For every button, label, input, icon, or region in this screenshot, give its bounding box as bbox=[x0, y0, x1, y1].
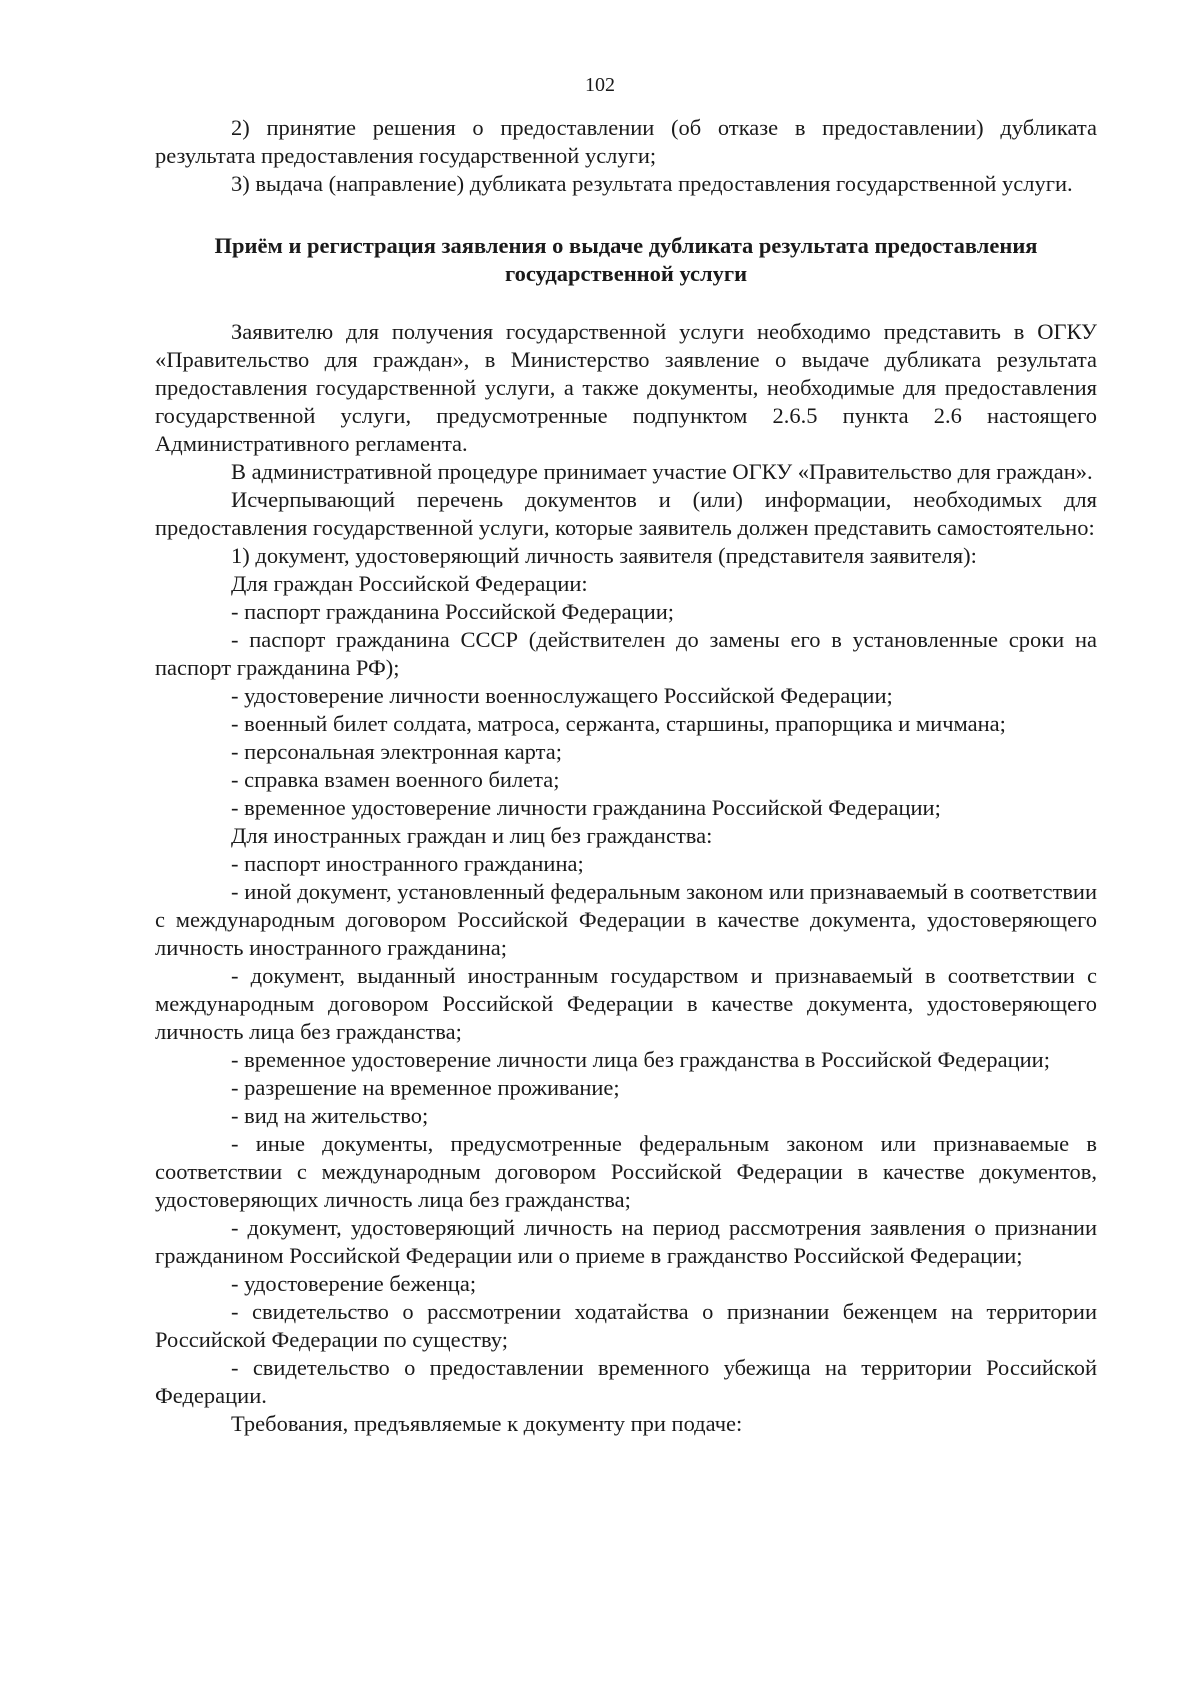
paragraph: В административной процедуре принимает участие ОГКУ «Правительство для граждан». bbox=[231, 459, 1093, 484]
list-item: - свидетельство о рассмотрении ходатайства о признании беженцем на территории Российской Федерации по существу; bbox=[155, 1299, 1097, 1352]
paragraph: Заявителю для получения государственной услуги необходимо представить в ОГКУ «Правительство для граждан», в Министерство заявление о выдаче дубликата результата предоставления государственной услуги, а также документы, необходимые для предоставления государственной услуги, предусмотренные подпунктом 2.6.5 пункта 2.6 настоящего Административного регламента. bbox=[155, 319, 1097, 456]
page-number: 102 bbox=[585, 74, 615, 96]
list-item: - удостоверение личности военнослужащего Российской Федерации; bbox=[231, 683, 893, 708]
list-item: - персональная электронная карта; bbox=[231, 739, 562, 764]
list-item: - удостоверение беженца; bbox=[231, 1271, 477, 1296]
list-item: - справка взамен военного билета; bbox=[231, 767, 560, 792]
list-item: - разрешение на временное проживание; bbox=[231, 1075, 620, 1100]
document-body bbox=[155, 114, 1097, 1438]
paragraph: Требования, предъявляемые к документу при подаче: bbox=[231, 1411, 743, 1436]
list-item: - вид на жительство; bbox=[231, 1103, 429, 1128]
list-item: - военный билет солдата, матроса, сержанта, старшины, прапорщика и мичмана; bbox=[231, 711, 1006, 736]
list-item: - паспорт гражданина Российской Федерации; bbox=[231, 599, 675, 624]
list-item: - паспорт гражданина СССР (действителен до замены его в установленные сроки на паспорт гражданина РФ); bbox=[155, 627, 1097, 680]
paragraph: Исчерпывающий перечень документов и (или) информации, необходимых для предоставления государственной услуги, которые заявитель должен представить самостоятельно: bbox=[155, 487, 1097, 540]
list-item: - документ, выданный иностранным государством и признаваемый в соответствии с международным договором Российской Федерации в качестве документа, удостоверяющего личность лица без гражданства; bbox=[155, 963, 1097, 1044]
list-item: - документ, удостоверяющий личность на период рассмотрения заявления о признании гражданином Российской Федерации или о приеме в гражданство Российской Федерации; bbox=[155, 1215, 1097, 1268]
list-item: - временное удостоверение личности лица без гражданства в Российской Федерации; bbox=[231, 1047, 1050, 1072]
subheading: Для иностранных граждан и лиц без гражданства: bbox=[231, 823, 713, 848]
list-item: - свидетельство о предоставлении временного убежища на территории Российской Федерации. bbox=[155, 1355, 1097, 1408]
section-heading: Приём и регистрация заявления о выдаче дубликата результата предоставления государственной услуги bbox=[214, 233, 1038, 286]
list-item: 1) документ, удостоверяющий личность заявителя (представителя заявителя): bbox=[231, 543, 977, 568]
intro-item-2: 2) принятие решения о предоставлении (об отказе в предоставлении) дубликата результата предоставления государственной услуги; bbox=[155, 115, 1097, 168]
list-item: - временное удостоверение личности гражданина Российской Федерации; bbox=[231, 795, 941, 820]
subheading: Для граждан Российской Федерации: bbox=[231, 571, 588, 596]
list-item: - паспорт иностранного гражданина; bbox=[231, 851, 584, 876]
list-item: - иные документы, предусмотренные федеральным законом или признаваемые в соответствии с международным договором Российской Федерации в качестве документов, удостоверяющих личность лица без гражданства; bbox=[155, 1131, 1097, 1212]
intro-item-3: 3) выдача (направление) дубликата результата предоставления государственной услуги. bbox=[231, 171, 1073, 196]
list-item: - иной документ, установленный федеральным законом или признаваемый в соответствии с международным договором Российской Федерации в качестве документа, удостоверяющего личность иностранного гражданина; bbox=[155, 879, 1097, 960]
